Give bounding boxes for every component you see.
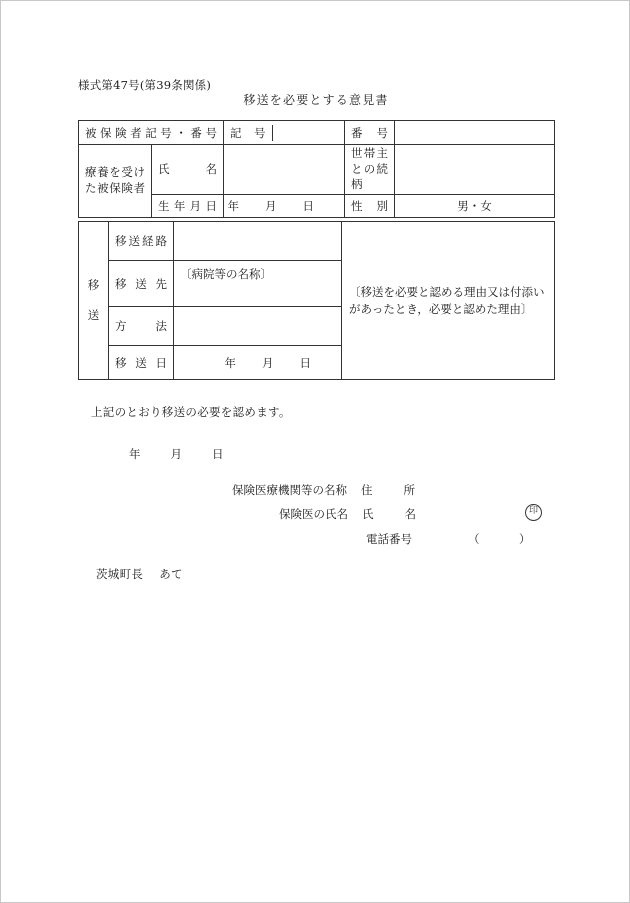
name-label: 氏 名 (158, 162, 217, 177)
signature-year-label: 年 (129, 447, 141, 461)
transport-side-label (79, 271, 108, 330)
insured-person-table (78, 120, 555, 218)
table-row-route (79, 222, 555, 261)
doctor-row (279, 506, 416, 522)
cell-bangou-label (345, 121, 395, 145)
organization-key: 保険医療機関等の名称 (232, 483, 347, 497)
transport-side-char-2: 送 (87, 307, 100, 322)
method-value[interactable] (174, 319, 341, 333)
insured-number-header-label: 被保険者記号・番号 (85, 125, 217, 140)
organization-address-label: 住 所 (361, 483, 415, 497)
seal-icon: 印 (525, 504, 542, 521)
signature-day-label: 日 (212, 447, 224, 461)
sex-label: 性 別 (351, 198, 388, 213)
name-value[interactable] (224, 162, 344, 176)
kigou-label: 記 号 (230, 125, 266, 140)
birth-day-label: 日 (302, 198, 314, 213)
approval-statement: 上記のとおり移送の必要を認めます。 (91, 405, 291, 419)
cell-relation-label (345, 145, 395, 195)
cell-method-label (109, 307, 174, 346)
bangou-label: 番 号 (351, 125, 388, 140)
cell-name-label (152, 145, 224, 195)
birth-month-label: 月 (265, 198, 277, 213)
cell-destination-value[interactable] (174, 261, 342, 307)
addressee-suffix: あて (159, 567, 183, 581)
transport-date-year-label: 年 (224, 355, 236, 370)
cell-birth-value[interactable] (224, 194, 345, 217)
route-value[interactable] (174, 234, 341, 248)
telephone-value[interactable]: （ ） (468, 532, 545, 546)
insured-side-label: 療養を受けた被保険者 (85, 165, 145, 195)
table-row-kigou-bangou (79, 121, 555, 145)
organization-row (232, 482, 415, 498)
document-title: 移送を必要とする意見書 (243, 93, 389, 107)
cell-route-label (109, 222, 174, 261)
cell-relation-value[interactable] (395, 145, 555, 195)
form-number: 様式第47号(第39条関係) (78, 78, 212, 92)
method-label: 方法 (115, 319, 167, 333)
cell-method-value[interactable] (174, 307, 342, 346)
cell-insured-side-label (79, 145, 152, 218)
signature-month-label: 月 (170, 447, 182, 461)
transport-side-char-1: 移 (87, 278, 100, 292)
bangou-value[interactable] (395, 126, 554, 140)
transport-table (78, 221, 555, 380)
transport-date-day-label: 日 (299, 355, 311, 370)
addressee-line (96, 566, 183, 582)
birth-date-run[interactable] (224, 198, 344, 214)
addressee-name: 茨城町長 (96, 567, 144, 581)
transport-date-month-label: 月 (262, 355, 274, 370)
cell-name-value[interactable] (224, 145, 345, 195)
cell-sex-value[interactable] (395, 194, 555, 217)
destination-value[interactable]: 〔病院等の名称〕 (180, 267, 272, 281)
cell-sex-label (345, 194, 395, 217)
birth-year-label: 年 (227, 198, 239, 213)
cell-transport-date-value[interactable] (174, 346, 342, 380)
relation-label: 世帯主との続柄 (351, 146, 388, 192)
cell-reason[interactable] (342, 222, 555, 380)
route-label: 移送経路 (115, 234, 167, 248)
kigou-value[interactable] (273, 126, 345, 140)
doctor-name-label: 氏 名 (362, 507, 416, 521)
relation-value[interactable] (395, 162, 554, 176)
telephone-row (366, 531, 545, 547)
doctor-key: 保険医の氏名 (279, 507, 348, 521)
destination-label: 移送先 (115, 276, 167, 291)
cell-transport-date-label (109, 346, 174, 380)
reason-heading: 〔移送を必要と認める理由又は付添いがあったとき，必要と認めた理由〕 (349, 284, 545, 316)
cell-bangou-value[interactable] (395, 121, 555, 145)
table-row-name (79, 145, 555, 195)
birth-label: 生年月日 (158, 198, 217, 213)
cell-insured-number-header (79, 121, 224, 145)
cell-birth-label (152, 194, 224, 217)
cell-kigou (224, 121, 345, 145)
cell-route-value[interactable] (174, 222, 342, 261)
transport-date-run[interactable] (174, 355, 341, 371)
signature-date-line[interactable] (129, 446, 224, 462)
sex-value[interactable]: 男・女 (457, 198, 492, 213)
transport-date-label: 移送日 (115, 355, 167, 370)
telephone-label: 電話番号 (366, 532, 412, 546)
reason-value[interactable] (342, 317, 554, 322)
cell-destination-label (109, 261, 174, 307)
cell-transport-side-label (79, 222, 109, 380)
